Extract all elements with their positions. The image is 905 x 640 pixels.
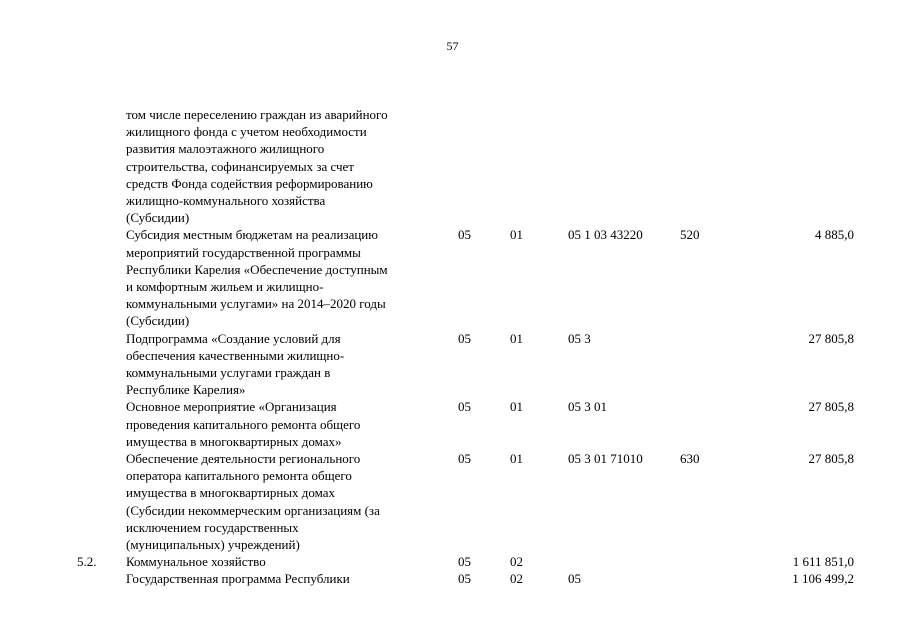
name-line: проведения капитального ремонта общего xyxy=(126,416,361,432)
table-body xyxy=(70,106,854,588)
subsection-code-cell: 02 xyxy=(510,571,523,587)
name-line: мероприятий государственной программы xyxy=(126,244,361,260)
target-item-code-cell: 05 3 01 71010 xyxy=(568,451,643,467)
name-line: Подпрограмма «Создание условий для xyxy=(126,330,341,346)
amount-cell xyxy=(730,106,854,226)
table-row xyxy=(70,570,854,587)
row-number-cell xyxy=(70,570,126,587)
amount-cell: 27 805,8 xyxy=(808,399,854,415)
name-line: обеспечения качественными жилищно- xyxy=(126,347,345,363)
target-item-code-cell xyxy=(568,553,680,570)
table-row xyxy=(70,226,854,329)
name-line: исключением государственных xyxy=(126,519,299,535)
name-line: Коммунальное хозяйство xyxy=(126,554,266,570)
name-line: средств Фонда содействия реформированию xyxy=(126,175,373,191)
name-line: Обеспечение деятельности регионального xyxy=(126,451,361,467)
name-line: Республики Карелия «Обеспечение доступным xyxy=(126,261,388,277)
row-number-cell xyxy=(70,330,126,399)
name-line: (Субсидии) xyxy=(126,313,190,329)
expense-type-code-cell xyxy=(680,106,730,226)
table-row xyxy=(70,398,854,450)
section-code-cell: 05 xyxy=(458,399,471,415)
target-item-code-cell: 05 3 01 xyxy=(568,399,607,415)
row-number-cell xyxy=(70,398,126,450)
name-line: (Субсидии некоммерческим организациям (за xyxy=(126,502,380,518)
table-row xyxy=(70,450,854,553)
row-number-cell: 5.2. xyxy=(77,554,97,570)
subsection-code-cell: 01 xyxy=(510,227,523,243)
name-line: том числе переселению граждан из аварийного xyxy=(126,107,388,122)
amount-cell: 27 805,8 xyxy=(808,451,854,467)
row-number-cell xyxy=(70,226,126,329)
amount-cell: 1 611 851,0 xyxy=(792,554,854,570)
row-name-cell xyxy=(126,106,458,226)
name-line: коммунальными услугами» на 2014–2020 годы xyxy=(126,296,386,312)
section-code-cell: 05 xyxy=(458,227,471,243)
name-line: строительства, софинансируемых за счет xyxy=(126,158,354,174)
subsection-code-cell: 01 xyxy=(510,399,523,415)
name-line: Государственная программа Республики xyxy=(126,571,350,587)
amount-cell: 4 885,0 xyxy=(815,227,854,243)
row-name-cell xyxy=(126,226,458,329)
row-number-cell xyxy=(70,450,126,553)
target-item-code-cell: 05 1 03 43220 xyxy=(568,227,643,243)
name-line: имущества в многоквартирных домах» xyxy=(126,433,342,449)
section-code-cell: 05 xyxy=(458,330,471,346)
name-line: жилищного фонда с учетом необходимости xyxy=(126,124,367,140)
name-line: развития малоэтажного жилищного xyxy=(126,141,325,157)
name-line: и комфортным жильем и жилищно- xyxy=(126,279,324,295)
section-code-cell: 05 xyxy=(458,451,471,467)
expense-type-code-cell xyxy=(680,330,730,399)
subsection-code-cell xyxy=(510,106,568,226)
row-name-cell xyxy=(126,570,458,587)
row-number-cell xyxy=(70,106,126,226)
expense-type-code-cell xyxy=(680,570,730,587)
target-item-code-cell xyxy=(568,106,680,226)
name-line: Основное мероприятие «Организация xyxy=(126,399,337,415)
name-line: жилищно-коммунального хозяйства xyxy=(126,193,326,209)
row-name-cell xyxy=(126,398,458,450)
name-line: коммунальными услугами граждан в xyxy=(126,365,331,381)
page-number: 57 xyxy=(446,39,459,53)
amount-cell: 1 106 499,2 xyxy=(792,571,854,587)
budget-table xyxy=(70,106,854,588)
name-line: оператора капитального ремонта общего xyxy=(126,468,352,484)
name-line: Субсидия местным бюджетам на реализацию xyxy=(126,227,378,243)
section-code-cell xyxy=(458,106,510,226)
expense-type-code-cell: 520 xyxy=(680,227,700,243)
target-item-code-cell: 05 3 xyxy=(568,330,591,346)
name-line: Республике Карелия» xyxy=(126,382,246,398)
expense-type-code-cell xyxy=(680,553,730,570)
row-name-cell xyxy=(126,553,458,570)
subsection-code-cell: 01 xyxy=(510,330,523,346)
table-row xyxy=(70,330,854,399)
section-code-cell: 05 xyxy=(458,571,471,587)
expense-type-code-cell: 630 xyxy=(680,451,700,467)
table-row xyxy=(70,106,854,226)
name-line: (Субсидии) xyxy=(126,210,190,226)
expense-type-code-cell xyxy=(680,398,730,450)
row-name-cell xyxy=(126,450,458,553)
subsection-code-cell: 02 xyxy=(510,554,523,570)
table-row xyxy=(70,553,854,570)
amount-cell: 27 805,8 xyxy=(808,330,854,346)
name-line: имущества в многоквартирных домах xyxy=(126,485,336,501)
row-name-cell xyxy=(126,330,458,399)
subsection-code-cell: 01 xyxy=(510,451,523,467)
section-code-cell: 05 xyxy=(458,554,471,570)
name-line: (муниципальных) учреждений) xyxy=(126,537,300,553)
target-item-code-cell: 05 xyxy=(568,571,581,587)
